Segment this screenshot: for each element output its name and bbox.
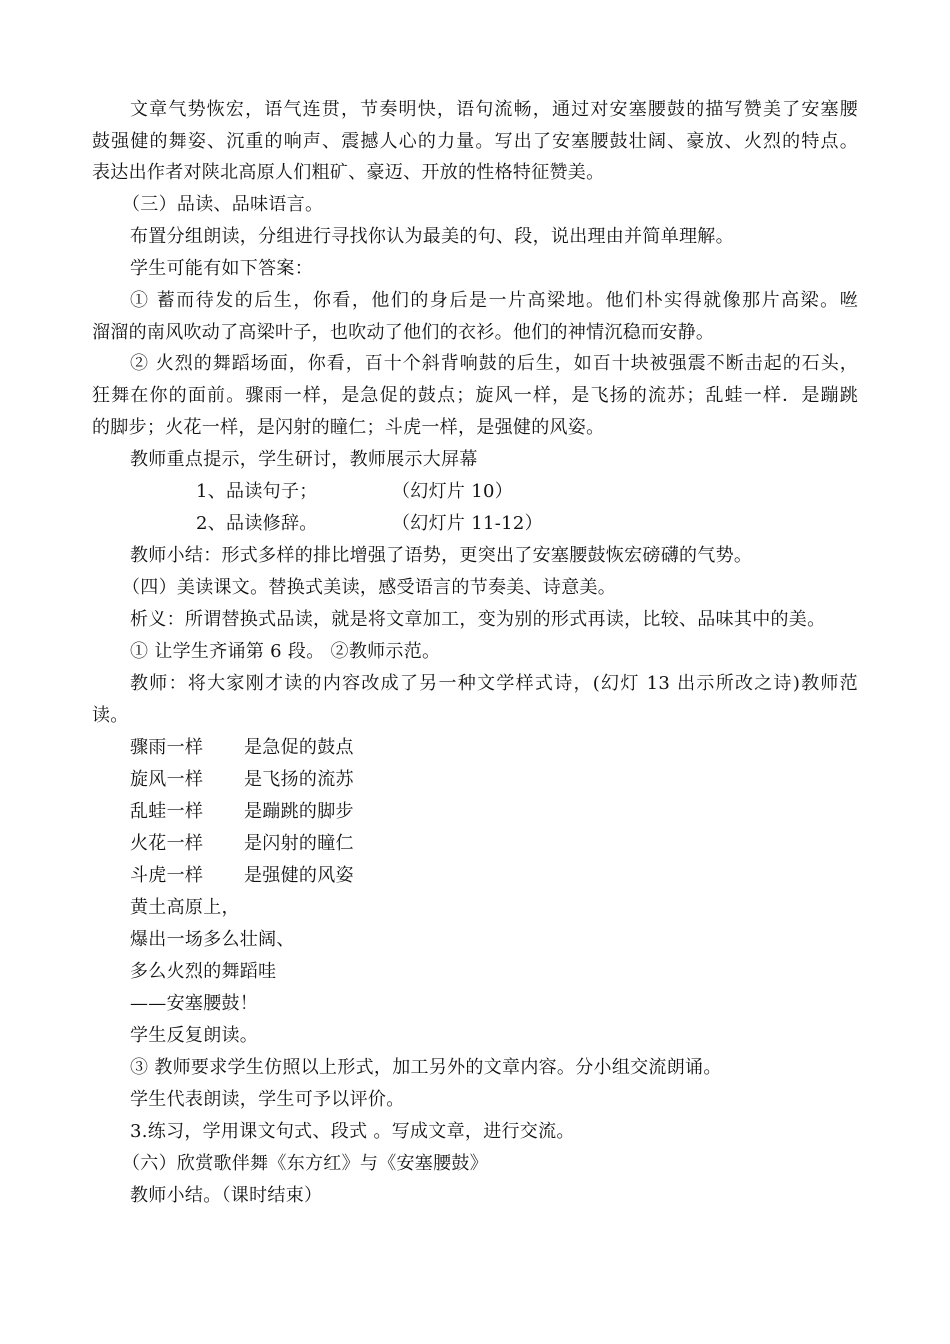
poem-row-right: 是急促的鼓点: [244, 737, 354, 758]
paragraph-group-reading: 布置分组朗读，分组进行寻找你认为最美的句、段，说出理由并简单理解。: [130, 226, 734, 247]
section-heading-6: （六）欣赏歌伴舞《东方红》与《安塞腰鼓》: [122, 1153, 488, 1174]
list-item-1-slide: （幻灯片 10）: [392, 481, 514, 502]
poem-row-left: 旋风一样: [130, 769, 204, 790]
list-item-2-label: 2、品读修辞。: [196, 513, 318, 534]
section-heading-4: （四）美读课文。替换式美读，感受语言的节奏美、诗意美。: [122, 577, 617, 598]
poem-row-left: 火花一样: [130, 833, 204, 854]
answer-1-line-1: ① 蓄而待发的后生，你看，他们的身后是一片高梁地。他们朴实得就像那片高梁。咝: [130, 290, 858, 311]
paragraph-teacher-poem-line-2: 读。: [92, 705, 129, 726]
poem-line: 爆出一场多么壮阔、: [130, 929, 295, 950]
paragraph-possible-answers: 学生可能有如下答案：: [130, 258, 313, 279]
paragraph-summary-line-3: 表达出作者对陕北高原人们粗矿、豪迈、开放的性格特征赞美。: [92, 162, 605, 183]
answer-2-line-3: 的脚步；火花一样，是闪射的瞳仁；斗虎一样，是强健的风姿。: [92, 417, 605, 438]
paragraph-teacher-tips: 教师重点提示，学生研讨，教师展示大屏幕: [130, 449, 478, 470]
poem-line: 多么火烈的舞蹈哇: [130, 961, 277, 982]
answer-1-line-2: 溜溜的南风吹动了高梁叶子，也吹动了他们的衣衫。他们的神情沉稳而安静。: [92, 322, 715, 343]
poem-row-right: 是闪射的瞳仁: [244, 833, 354, 854]
list-item-1-label: 1、品读句子；: [196, 481, 318, 502]
paragraph-exercise: 3.练习，学用课文句式、段式 。写成文章，进行交流。: [130, 1121, 575, 1142]
paragraph-teacher-poem-line-1: 教师：将大家刚才读的内容改成了另一种文学样式诗，(幻灯 13 出示所改之诗)教师范: [130, 673, 858, 694]
poem-row-left: 斗虎一样: [130, 865, 204, 886]
paragraph-repeat-reading: 学生反复朗读。: [130, 1025, 259, 1046]
poem-row-left: 骤雨一样: [130, 737, 204, 758]
paragraph-closing: 教师小结。（课时结束）: [130, 1185, 323, 1206]
poem-row-right: 是蹦跳的脚步: [244, 801, 354, 822]
poem-line: ——安塞腰鼓！: [130, 993, 259, 1014]
answer-2-line-1: ② 火烈的舞蹈场面，你看，百十个斜背响鼓的后生，如百十块被强震不断击起的石头，: [130, 353, 858, 374]
answer-2-line-2: 狂舞在你的面前。骤雨一样，是急促的鼓点；旋风一样，是飞扬的流苏；乱蛙一样．是蹦跳: [92, 385, 858, 406]
poem-row-right: 是强健的风姿: [244, 865, 354, 886]
list-item-2-slide: （幻灯片 11-12）: [392, 513, 543, 534]
paragraph-representative: 学生代表朗读，学生可予以评价。: [130, 1089, 405, 1110]
paragraph-teacher-summary: 教师小结：形式多样的排比增强了语势，更突出了安塞腰鼓恢宏磅礴的气势。: [130, 545, 753, 566]
poem-row-left: 乱蛙一样: [130, 801, 204, 822]
paragraph-recite: ① 让学生齐诵第 6 段。 ②教师示范。: [130, 641, 441, 662]
poem-line: 黄土高原上，: [130, 897, 240, 918]
section-heading-3: （三）品读、品味语言。: [122, 194, 324, 215]
poem-row-right: 是飞扬的流苏: [244, 769, 354, 790]
paragraph-imitation: ③ 教师要求学生仿照以上形式，加工另外的文章内容。分小组交流朗诵。: [130, 1057, 722, 1078]
paragraph-summary-line-2: 鼓强健的舞姿、沉重的响声、震撼人心的力量。写出了安塞腰鼓壮阔、豪放、火烈的特点。: [92, 131, 858, 152]
paragraph-analysis: 析义：所谓替换式品读，就是将文章加工，变为别的形式再读，比较、品味其中的美。: [130, 609, 826, 630]
paragraph-summary-line-1: 文章气势恢宏，语气连贯，节奏明快，语句流畅，通过对安塞腰鼓的描写赞美了安塞腰: [130, 99, 858, 120]
